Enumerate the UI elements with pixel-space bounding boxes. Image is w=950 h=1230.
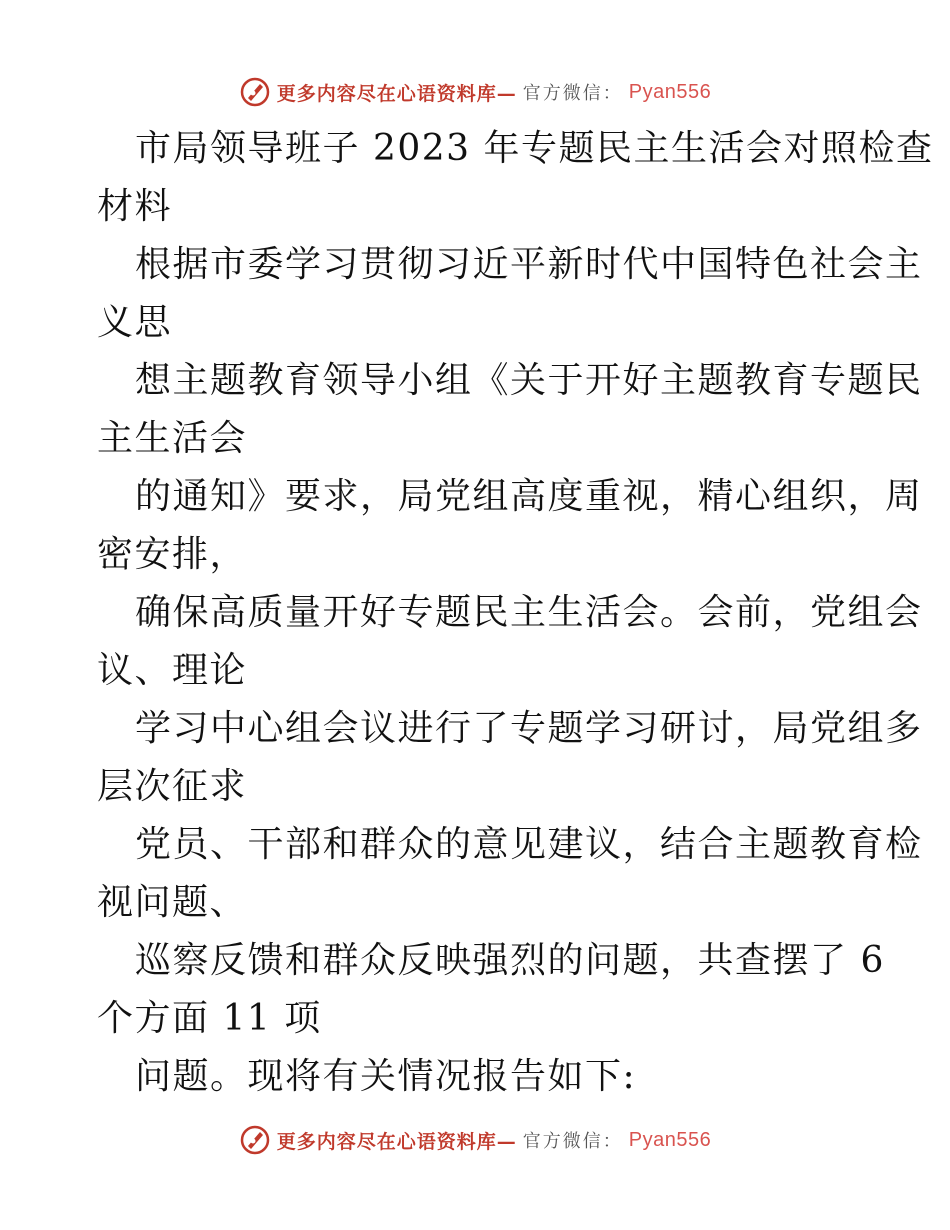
document-line: 根据市委学习贯彻习近平新时代中国特色社会主 — [135, 244, 923, 285]
logo-icon — [239, 1124, 271, 1156]
document-line: 主生活会 — [97, 418, 248, 459]
document-line: 义思 — [97, 302, 173, 343]
document-line: 党员、干部和群众的意见建议，结合主题教育检 — [135, 824, 923, 865]
document-line: 问题。现将有关情况报告如下: — [135, 1056, 637, 1097]
banner-wechat-id: Pyan556 — [628, 80, 712, 103]
banner-wechat-label: 官方微信： — [522, 83, 623, 104]
document-line: 视问题、 — [97, 882, 248, 923]
document-line: 个方面 11 项 — [97, 998, 322, 1039]
document-line: 巡察反馈和群众反映强烈的问题，共查摆了 6 — [135, 940, 885, 981]
document-line: 确保高质量开好专题民主生活会。会前，党组会 — [135, 592, 923, 633]
banner-promo-text: 更多内容尽在心语资料库— — [276, 1130, 517, 1153]
document-line: 市局领导班子 2023 年专题民主生活会对照检查 — [135, 128, 934, 169]
document-line: 想主题教育领导小组《关于开好主题教育专题民 — [135, 360, 923, 401]
header-banner — [0, 72, 950, 112]
document-line: 材料 — [97, 186, 173, 227]
document-line: 议、理论 — [97, 650, 248, 691]
document-line: 的通知》要求，局党组高度重视，精心组织，周 — [135, 476, 923, 517]
banner-promo-text: 更多内容尽在心语资料库— — [276, 82, 517, 105]
document-line: 密安排， — [97, 534, 248, 575]
document-body — [97, 120, 934, 1106]
banner-wechat-id: Pyan556 — [628, 1128, 712, 1151]
document-line: 学习中心组会议进行了专题学习研讨，局党组多 — [135, 708, 923, 749]
document-line: 层次征求 — [97, 766, 248, 807]
logo-icon — [239, 76, 271, 108]
footer-banner — [0, 1120, 950, 1160]
banner-wechat-label: 官方微信： — [522, 1131, 623, 1152]
